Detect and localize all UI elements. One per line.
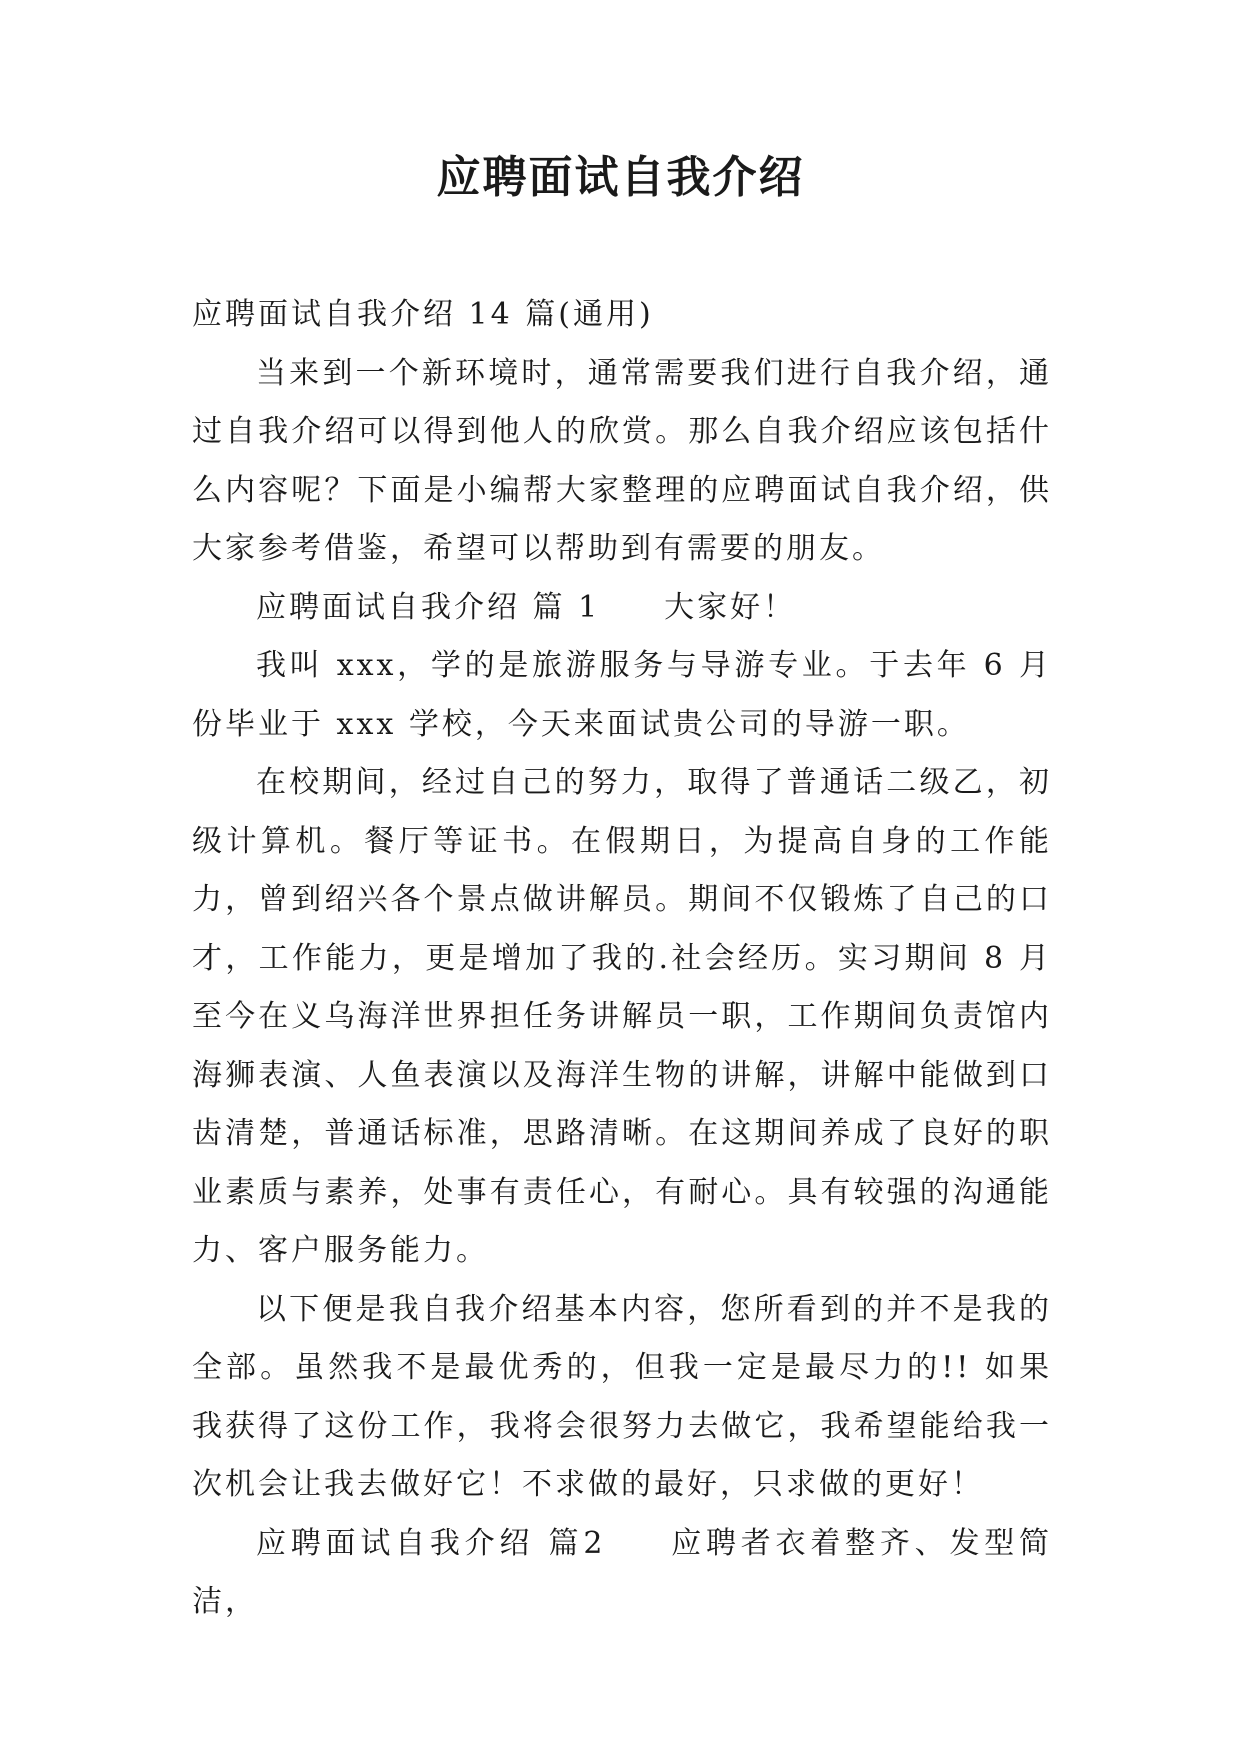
section-1-paragraph-2: 在校期间，经过自己的努力，取得了普通话二级乙，初级计算机。餐厅等证书。在假期日，为提高自身的工作能力，曾到绍兴各个景点做讲解员。期间不仅锻炼了自己的口才，工作能力，更是增加了我的.社会经历。实习期间 8 月至今在义乌海洋世界担任务讲解员一职，工作期间负责馆内海狮表演、人鱼表演以及海洋生物的讲解，讲解中能做到口齿清楚，普通话标准，思路清晰。在这期间养成了良好的职业素质与素养，处事有责任心，有耐心。具有较强的沟通能力、客户服务能力。 (192, 765, 1052, 1268)
intro-paragraph: 当来到一个新环境时，通常需要我们进行自我介绍，通过自我介绍可以得到他人的欣赏。那么自我介绍应该包括什么内容呢？下面是小编帮大家整理的应聘面试自我介绍，供大家参考借鉴，希望可以帮助到有需要的朋友。 (192, 355, 1052, 566)
section-1-heading-line (192, 579, 1052, 638)
section-2-heading: 应聘面试自我介绍 篇2 (256, 1525, 606, 1561)
document-body (192, 286, 1052, 1632)
section-2-heading-line (192, 1515, 1052, 1632)
section-2-lead: 应聘者衣着整齐、发型简洁， (192, 1525, 1052, 1619)
document-subtitle: 应聘面试自我介绍 14 篇(通用) (192, 297, 654, 332)
section-1-paragraph-3: 以下便是我自我介绍基本内容，您所看到的并不是我的全部。虽然我不是最优秀的，但我一定是最尽力的!! 如果我获得了这份工作，我将会很努力去做它，我希望能给我一次机会让我去做好它！不求做的最好，只求做的更好！ (192, 1291, 1052, 1502)
document-title: 应聘面试自我介绍 (436, 152, 805, 203)
section-1-lead: 大家好！ (664, 589, 797, 625)
section-1-paragraph-1: 我叫 xxx，学的是旅游服务与导游专业。于去年 6 月份毕业于 xxx 学校，今天来面试贵公司的导游一职。 (192, 648, 1052, 742)
section-1-heading: 应聘面试自我介绍 篇 1 (256, 589, 601, 625)
